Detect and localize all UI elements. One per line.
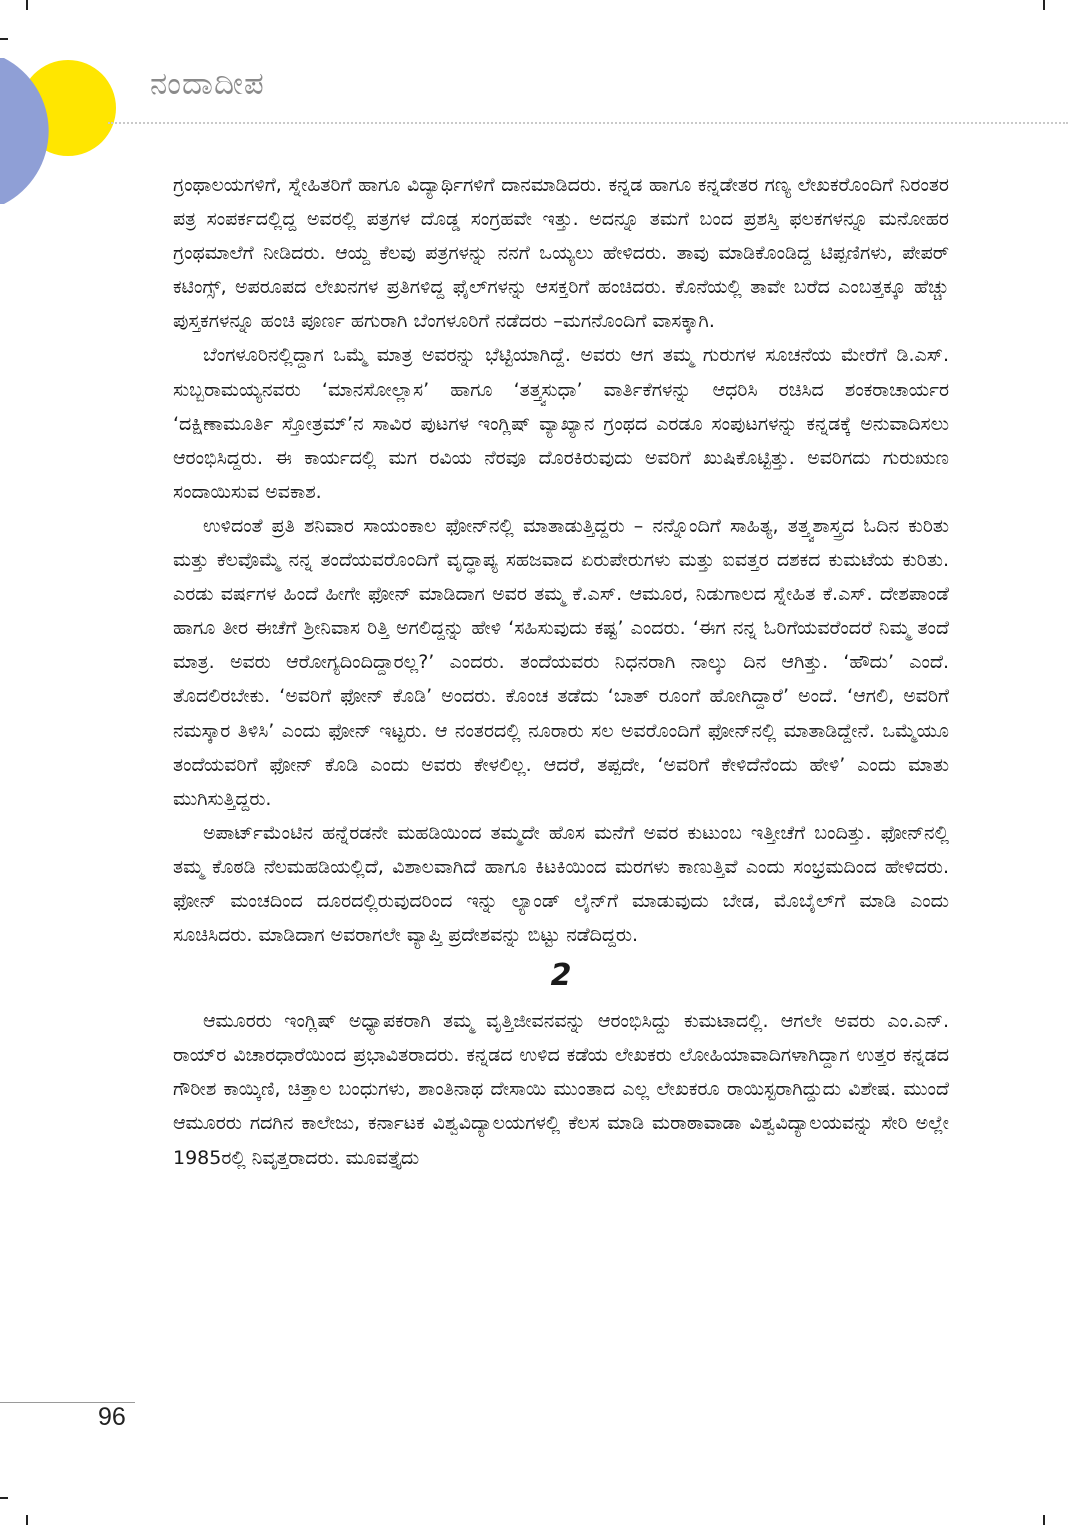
- section-number: 2: [550, 958, 572, 994]
- paragraph: ಬೆಂಗಳೂರಿನಲ್ಲಿದ್ದಾಗ ಒಮ್ಮೆ ಮಾತ್ರ ಅವರನ್ನು ಭೆಟ್ಟಿಯಾಗಿದ್ದೆ. ಅವರು ಆಗ ತಮ್ಮ ಗುರುಗಳ ಸೂಚನೆಯ ಮೇರೆಗೆ ಡಿ.ಎಸ್. ಸುಬ್ಬರಾಮಯ್ಯನವರು ‘ಮಾನಸೋಲ್ಲಾಸ’ ಹಾಗೂ ‘ತತ್ತ್ವಸುಧಾ’ ವಾರ್ತಿಕೆಗಳನ್ನು ಆಧರಿಸಿ ರಚಿಸಿದ ಶಂಕರಾಚಾರ್ಯರ ‘ದಕ್ಷಿಣಾಮೂರ್ತಿ ಸ್ತೋತ್ರಮ್’ನ ಸಾವಿರ ಪುಟಗಳ ಇಂಗ್ಲಿಷ್ ವ್ಯಾಖ್ಯಾನ ಗ್ರಂಥದ ಎರಡೂ ಸಂಪುಟಗಳನ್ನು ಕನ್ನಡಕ್ಕೆ ಅನುವಾದಿಸಲು ಆರಂಭಿಸಿದ್ದರು. ಈ ಕಾರ್ಯದಲ್ಲಿ ಮಗ ರವಿಯ ನೆರವೂ ದೊರಕಿರುವುದು ಅವರಿಗೆ ಖುಷಿಕೊಟ್ಟಿತ್ತು. ಅವರಿಗದು ಗುರುಋಣ ಸಂದಾಯಿಸುವ ಅವಕಾಶ.: [173, 344, 949, 503]
- page-number: 96: [98, 1403, 126, 1431]
- paragraph: ಅಪಾರ್ಟ್‌ಮೆಂಟಿನ ಹನ್ನೆರಡನೇ ಮಹಡಿಯಿಂದ ತಮ್ಮದೇ ಹೊಸ ಮನೆಗೆ ಅವರ ಕುಟುಂಬ ಇತ್ತೀಚೆಗೆ ಬಂದಿತ್ತು. ಫೋನ್‌ನಲ್ಲಿ ತಮ್ಮ ಕೊಠಡಿ ನೆಲಮಹಡಿಯಲ್ಲಿದೆ, ವಿಶಾಲವಾಗಿದೆ ಹಾಗೂ ಕಿಟಕಿಯಿಂದ ಮರಗಳು ಕಾಣುತ್ತಿವೆ ಎಂದು ಸಂಭ್ರಮದಿಂದ ಹೇಳಿದರು. ಫೋನ್ ಮಂಚದಿಂದ ದೂರದಲ್ಲಿರುವುದರಿಂದ ಇನ್ನು ಲ್ಯಾಂಡ್ ಲೈನ್‌ಗೆ ಮಾಡುವುದು ಬೇಡ, ಮೊಬೈಲ್‌ಗೆ ಮಾಡಿ ಎಂದು ಸೂಚಿಸಿದರು. ಮಾಡಿದಾಗ ಅವರಾಗಲೇ ವ್ಯಾಪ್ತಿ ಪ್ರದೇಶವನ್ನು ಬಿಟ್ಟು ನಡೆದಿದ್ದರು.: [173, 821, 949, 947]
- paragraph: ಆಮೂರರು ಇಂಗ್ಲಿಷ್ ಅಧ್ಯಾಪಕರಾಗಿ ತಮ್ಮ ವೃತ್ತಿಜೀವನವನ್ನು ಆರಂಭಿಸಿದ್ದು ಕುಮಟಾದಲ್ಲಿ. ಆಗಲೇ ಅವರು ಎಂ.ಎನ್. ರಾಯ್‌ರ ವಿಚಾರಧಾರೆಯಿಂದ ಪ್ರಭಾವಿತರಾದರು. ಕನ್ನಡದ ಉಳಿದ ಕಡೆಯ ಲೇಖಕರು ಲೋಹಿಯಾವಾದಿಗಳಾಗಿದ್ದಾಗ ಉತ್ತರ ಕನ್ನಡದ ಗೌರೀಶ ಕಾಯ್ಕಿಣಿ, ಚಿತ್ತಾಲ ಬಂಧುಗಳು, ಶಾಂತಿನಾಥ ದೇಸಾಯಿ ಮುಂತಾದ ಎಲ್ಲ ಲೇಖಕರೂ ರಾಯಿಸ್ಟರಾಗಿದ್ದುದು ವಿಶೇಷ. ಮುಂದೆ ಆಮೂರರು ಗದಗಿನ ಕಾಲೇಜು, ಕರ್ನಾಟಕ ವಿಶ್ವವಿದ್ಯಾಲಯಗಳಲ್ಲಿ ಕೆಲಸ ಮಾಡಿ ಮರಾಠಾವಾಡಾ ವಿಶ್ವವಿದ್ಯಾಲಯವನ್ನು ಸೇರಿ ಅಲ್ಲೇ 1985ರಲ್ಲಿ ನಿವೃತ್ತರಾದರು. ಮೂವತ್ತೈದು: [173, 1010, 949, 1169]
- crop-mark-bottom-left: [26, 1515, 28, 1525]
- article-body: [173, 168, 949, 1398]
- crop-mark-top-left: [26, 0, 28, 10]
- crop-mark-top-right: [1043, 0, 1045, 10]
- header-dotted-rule: [108, 122, 1068, 124]
- paragraph-continuation: ಗ್ರಂಥಾಲಯಗಳಿಗೆ, ಸ್ನೇಹಿತರಿಗೆ ಹಾಗೂ ವಿದ್ಯಾರ್ಥಿಗಳಿಗೆ ದಾನಮಾಡಿದರು. ಕನ್ನಡ ಹಾಗೂ ಕನ್ನಡೇತರ ಗಣ್ಯ ಲೇಖಕರೊಂದಿಗೆ ನಿರಂತರ ಪತ್ರ ಸಂಪರ್ಕದಲ್ಲಿದ್ದ ಅವರಲ್ಲಿ ಪತ್ರಗಳ ದೊಡ್ಡ ಸಂಗ್ರಹವೇ ಇತ್ತು. ಅದನ್ನೂ ತಮಗೆ ಬಂದ ಪ್ರಶಸ್ತಿ ಫಲಕಗಳನ್ನೂ ಮನೋಹರ ಗ್ರಂಥಮಾಲೆಗೆ ನೀಡಿದರು. ಆಯ್ದ ಕೆಲವು ಪತ್ರಗಳನ್ನು ನನಗೆ ಒಯ್ಯಲು ಹೇಳಿದರು. ತಾವು ಮಾಡಿಕೊಂಡಿದ್ದ ಟಿಪ್ಪಣಿಗಳು, ಪೇಪರ್ ಕಟಿಂಗ್ಸ್, ಅಪರೂಪದ ಲೇಖನಗಳ ಪ್ರತಿಗಳಿದ್ದ ಫೈಲ್‌ಗಳನ್ನು ಆಸಕ್ತರಿಗೆ ಹಂಚಿದರು. ಕೊನೆಯಲ್ಲಿ ತಾವೇ ಬರೆದ ಎಂಬತ್ತಕ್ಕೂ ಹೆಚ್ಚು ಪುಸ್ತಕಗಳನ್ನೂ ಹಂಚಿ ಪೂರ್ಣ ಹಗುರಾಗಿ ಬೆಂಗಳೂರಿಗೆ ನಡೆದರು –ಮಗನೊಂದಿಗೆ ವಾಸಕ್ಕಾಗಿ.: [173, 174, 949, 333]
- running-header-title: ನಂದಾದೀಪ: [150, 66, 265, 102]
- paragraph: ಉಳಿದಂತೆ ಪ್ರತಿ ಶನಿವಾರ ಸಾಯಂಕಾಲ ಫೋನ್‌ನಲ್ಲಿ ಮಾತಾಡುತ್ತಿದ್ದರು – ನನ್ನೊಂದಿಗೆ ಸಾಹಿತ್ಯ, ತತ್ತ್ವಶಾಸ್ತ್ರದ ಓದಿನ ಕುರಿತು ಮತ್ತು ಕೆಲವೊಮ್ಮೆ ನನ್ನ ತಂದೆಯವರೊಂದಿಗೆ ವೃದ್ಧಾಪ್ಯ ಸಹಜವಾದ ಏರುಪೇರುಗಳು ಮತ್ತು ಐವತ್ತರ ದಶಕದ ಕುಮಟೆಯ ಕುರಿತು. ಎರಡು ವರ್ಷಗಳ ಹಿಂದೆ ಹೀಗೇ ಫೋನ್ ಮಾಡಿದಾಗ ಅವರ ತಮ್ಮ ಕೆ.ಎಸ್. ಆಮೂರ, ನಿಡುಗಾಲದ ಸ್ನೇಹಿತ ಕೆ.ಎಸ್. ದೇಶಪಾಂಡೆ ಹಾಗೂ ತೀರ ಈಚೆಗೆ ಶ್ರೀನಿವಾಸ ರಿತ್ತಿ ಅಗಲಿದ್ದನ್ನು ಹೇಳಿ ‘ಸಹಿಸುವುದು ಕಷ್ಟ’ ಎಂದರು. ‘ಈಗ ನನ್ನ ಓರಿಗೆಯವರೆಂದರೆ ನಿಮ್ಮ ತಂದೆ ಮಾತ್ರ. ಅವರು ಆರೋಗ್ಯದಿಂದಿದ್ದಾರಲ್ಲ?’ ಎಂದರು. ತಂದೆಯವರು ನಿಧನರಾಗಿ ನಾಲ್ಕು ದಿನ ಆಗಿತ್ತು. ‘ಹೌದು’ ಎಂದೆ. ತೊದಲಿರಬೇಕು. ‘ಅವರಿಗೆ ಫೋನ್ ಕೊಡಿ’ ಅಂದರು. ಕೊಂಚ ತಡೆದು ‘ಬಾತ್ ರೂಂಗೆ ಹೋಗಿದ್ದಾರೆ’ ಅಂದೆ. ‘ಆಗಲಿ, ಅವರಿಗೆ ನಮಸ್ಕಾರ ತಿಳಿಸಿ’ ಎಂದು ಫೋನ್ ಇಟ್ಟರು. ಆ ನಂತರದಲ್ಲಿ ನೂರಾರು ಸಲ ಅವರೊಂದಿಗೆ ಫೋನ್‌ನಲ್ಲಿ ಮಾತಾಡಿದ್ದೇನೆ. ಒಮ್ಮೆಯೂ ತಂದೆಯವರಿಗೆ ಫೋನ್ ಕೊಡಿ ಎಂದು ಅವರು ಕೇಳಲಿಲ್ಲ. ಆದರೆ, ತಪ್ಪದೇ, ‘ಅವರಿಗೆ ಕೇಳಿದೆನೆಂದು ಹೇಳಿ’ ಎಂದು ಮಾತು ಮುಗಿಸುತ್ತಿದ್ದರು.: [173, 514, 949, 810]
- crop-mark-left-bottom: [0, 1497, 8, 1499]
- header-decoration: [0, 40, 140, 220]
- crop-mark-bottom-right: [1043, 1515, 1045, 1525]
